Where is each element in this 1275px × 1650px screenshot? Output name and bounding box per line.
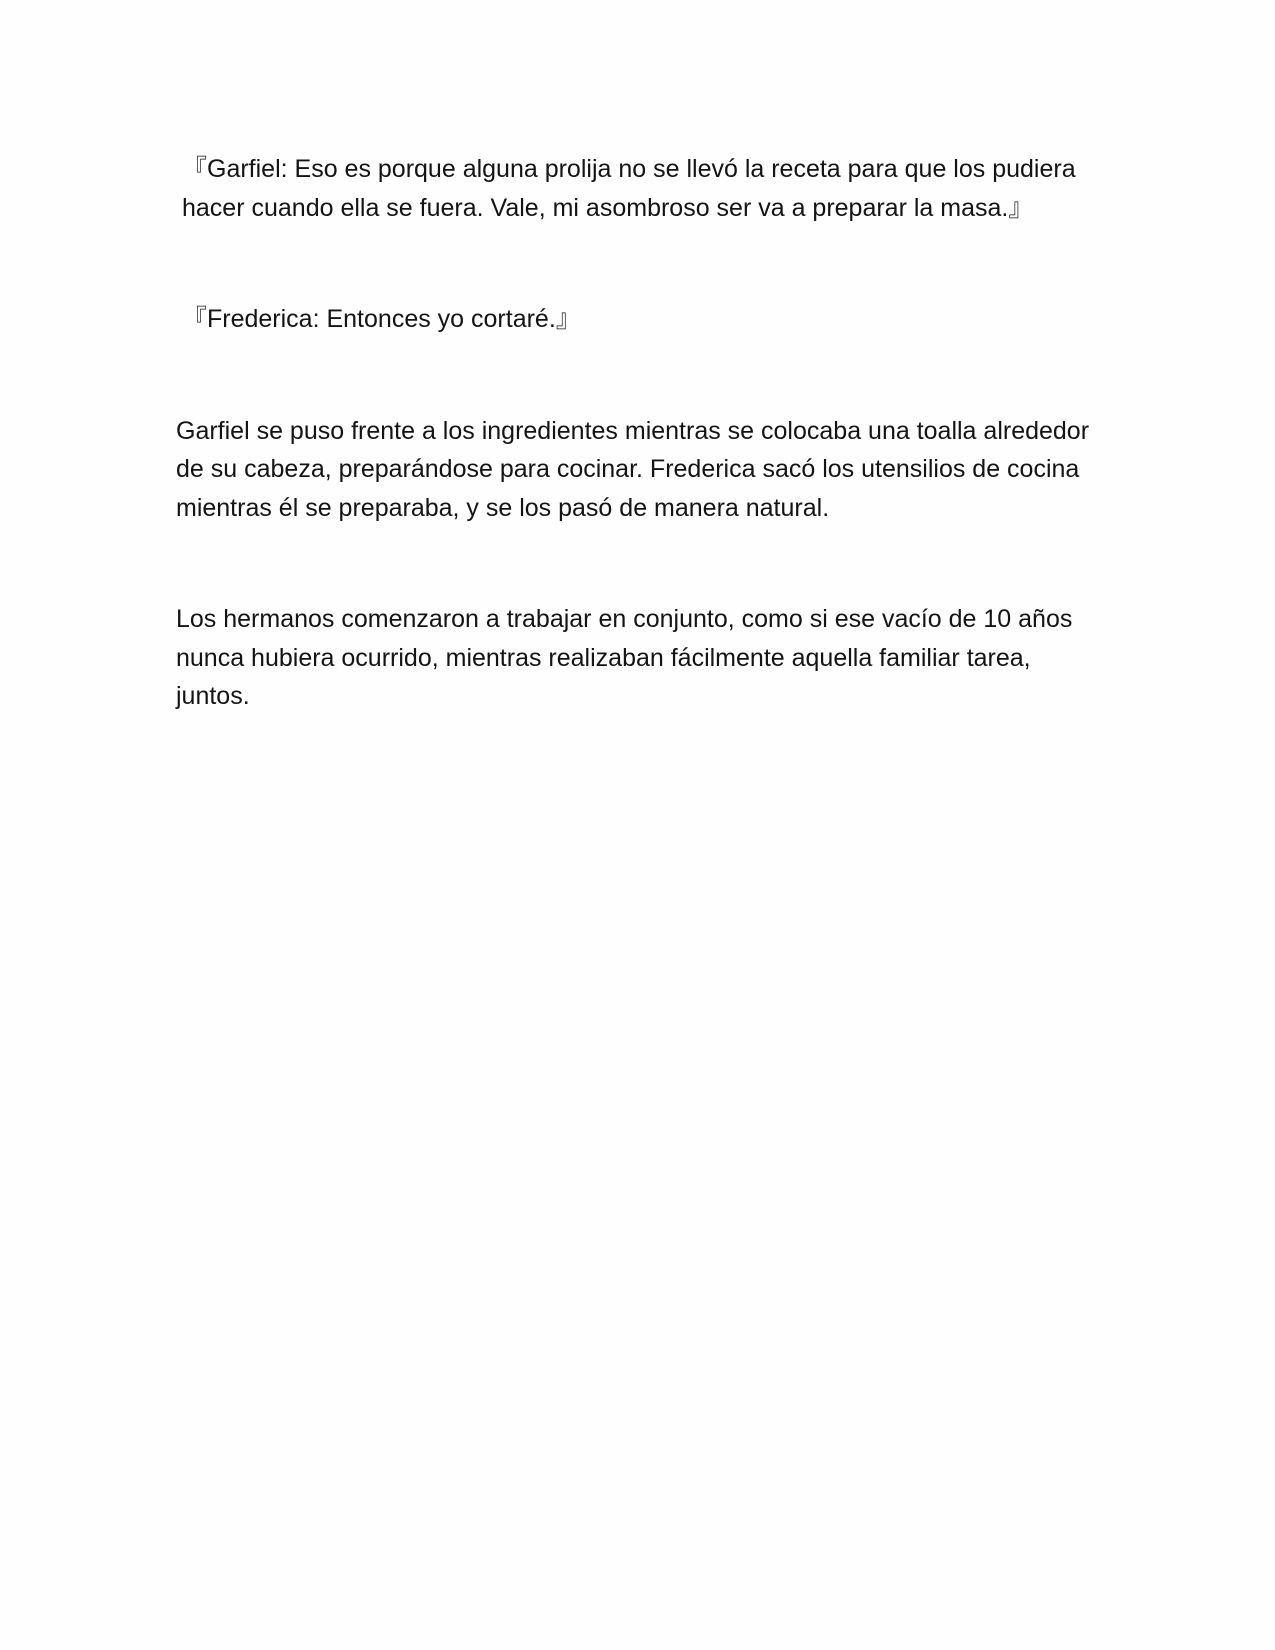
dialogue-frederica: 『Frederica: Entonces yo cortaré.』 (182, 305, 581, 333)
dialogue-garfiel: 『Garfiel: Eso es porque alguna prolija no se llevó la receta para que los pudiera hacer cuando ella se fuera. Vale, mi asombroso ser va a preparar la masa.』 (182, 155, 1076, 222)
narration-paragraph-1: Garfiel se puso frente a los ingredientes mientras se colocaba una toalla alrededor de su cabeza, preparándose para cocinar. Frederica sacó los utensilios de cocina mientras él se preparaba, y se los pasó de manera natural. (176, 416, 1090, 522)
narration-paragraph-2: Los hermanos comenzaron a trabajar en conjunto, como si ese vacío de 10 años nunca hubiera ocurrido, mientras realizaban fácilmente aquella familiar tarea, juntos. (176, 605, 1073, 710)
document-body (176, 150, 1096, 716)
